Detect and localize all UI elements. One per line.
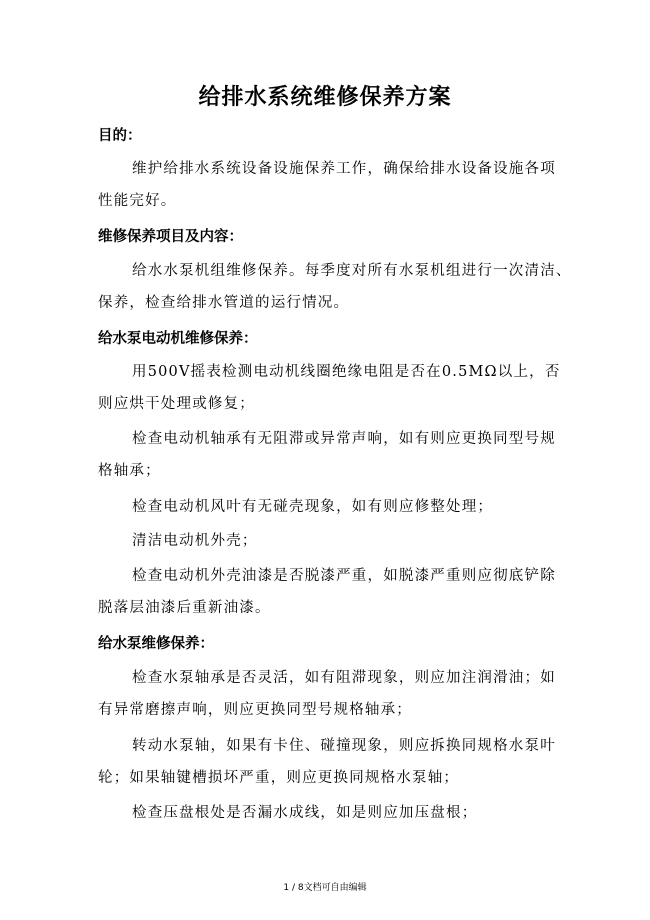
paragraph-line: 清洁电动机外壳； (132, 533, 258, 549)
paragraph-line: 格轴承； (98, 463, 161, 479)
section-heading-motor: 给水泵电动机维修保养： (98, 331, 258, 347)
section-heading-items: 维修保养项目及内容： (98, 229, 243, 245)
page-footer: 1 / 8文档可自由编辑 (283, 883, 367, 893)
paragraph-line: 性能完好。 (98, 193, 177, 209)
paragraph-line: 则应烘干处理或修复； (98, 396, 255, 412)
paragraph-line: 转动水泵轴，如果有卡住、碰撞现象，则应拆换同规格水泵叶 (132, 738, 556, 754)
paragraph-line: 检查电动机轴承有无阻滞或异常声响，如有则应更换同型号规 (132, 431, 556, 447)
paragraph-line: 用500V摇表检测电动机线圈绝缘电阻是否在0.5MΩ以上，否 (132, 364, 561, 380)
paragraph-line: 脱落层油漆后重新油漆。 (98, 600, 271, 616)
paragraph-line: 轮；如果轴键槽损坏严重，则应更换同规格水泵轴； (98, 770, 460, 786)
paragraph-line: 检查电动机外壳油漆是否脱漆严重，如脱漆严重则应彻底铲除 (132, 568, 556, 584)
paragraph-line: 有异常磨擦声响，则应更换同型号规格轴承； (98, 702, 412, 718)
paragraph-line: 保养，检查给排水管道的运行情况。 (98, 295, 350, 311)
section-heading-purpose: 目的： (98, 128, 142, 144)
paragraph-line: 给水水泵机组维修保养。每季度对所有水泵机组进行一次清洁、 (132, 263, 572, 279)
section-heading-pump: 给水泵维修保养： (98, 636, 214, 652)
paragraph-line: 检查电动机风叶有无碰壳现象，如有则应修整处理； (132, 499, 494, 515)
paragraph-line: 检查压盘根处是否漏水成线，如是则应加压盘根； (132, 805, 478, 821)
paragraph-line: 检查水泵轴承是否灵活，如有阻滞现象，则应加注润滑油；如 (132, 670, 556, 686)
paragraph-line: 维护给排水系统设备设施保养工作，确保给排水设备设施各项 (132, 161, 556, 177)
document-title: 给排水系统维修保养方案 (198, 85, 452, 110)
